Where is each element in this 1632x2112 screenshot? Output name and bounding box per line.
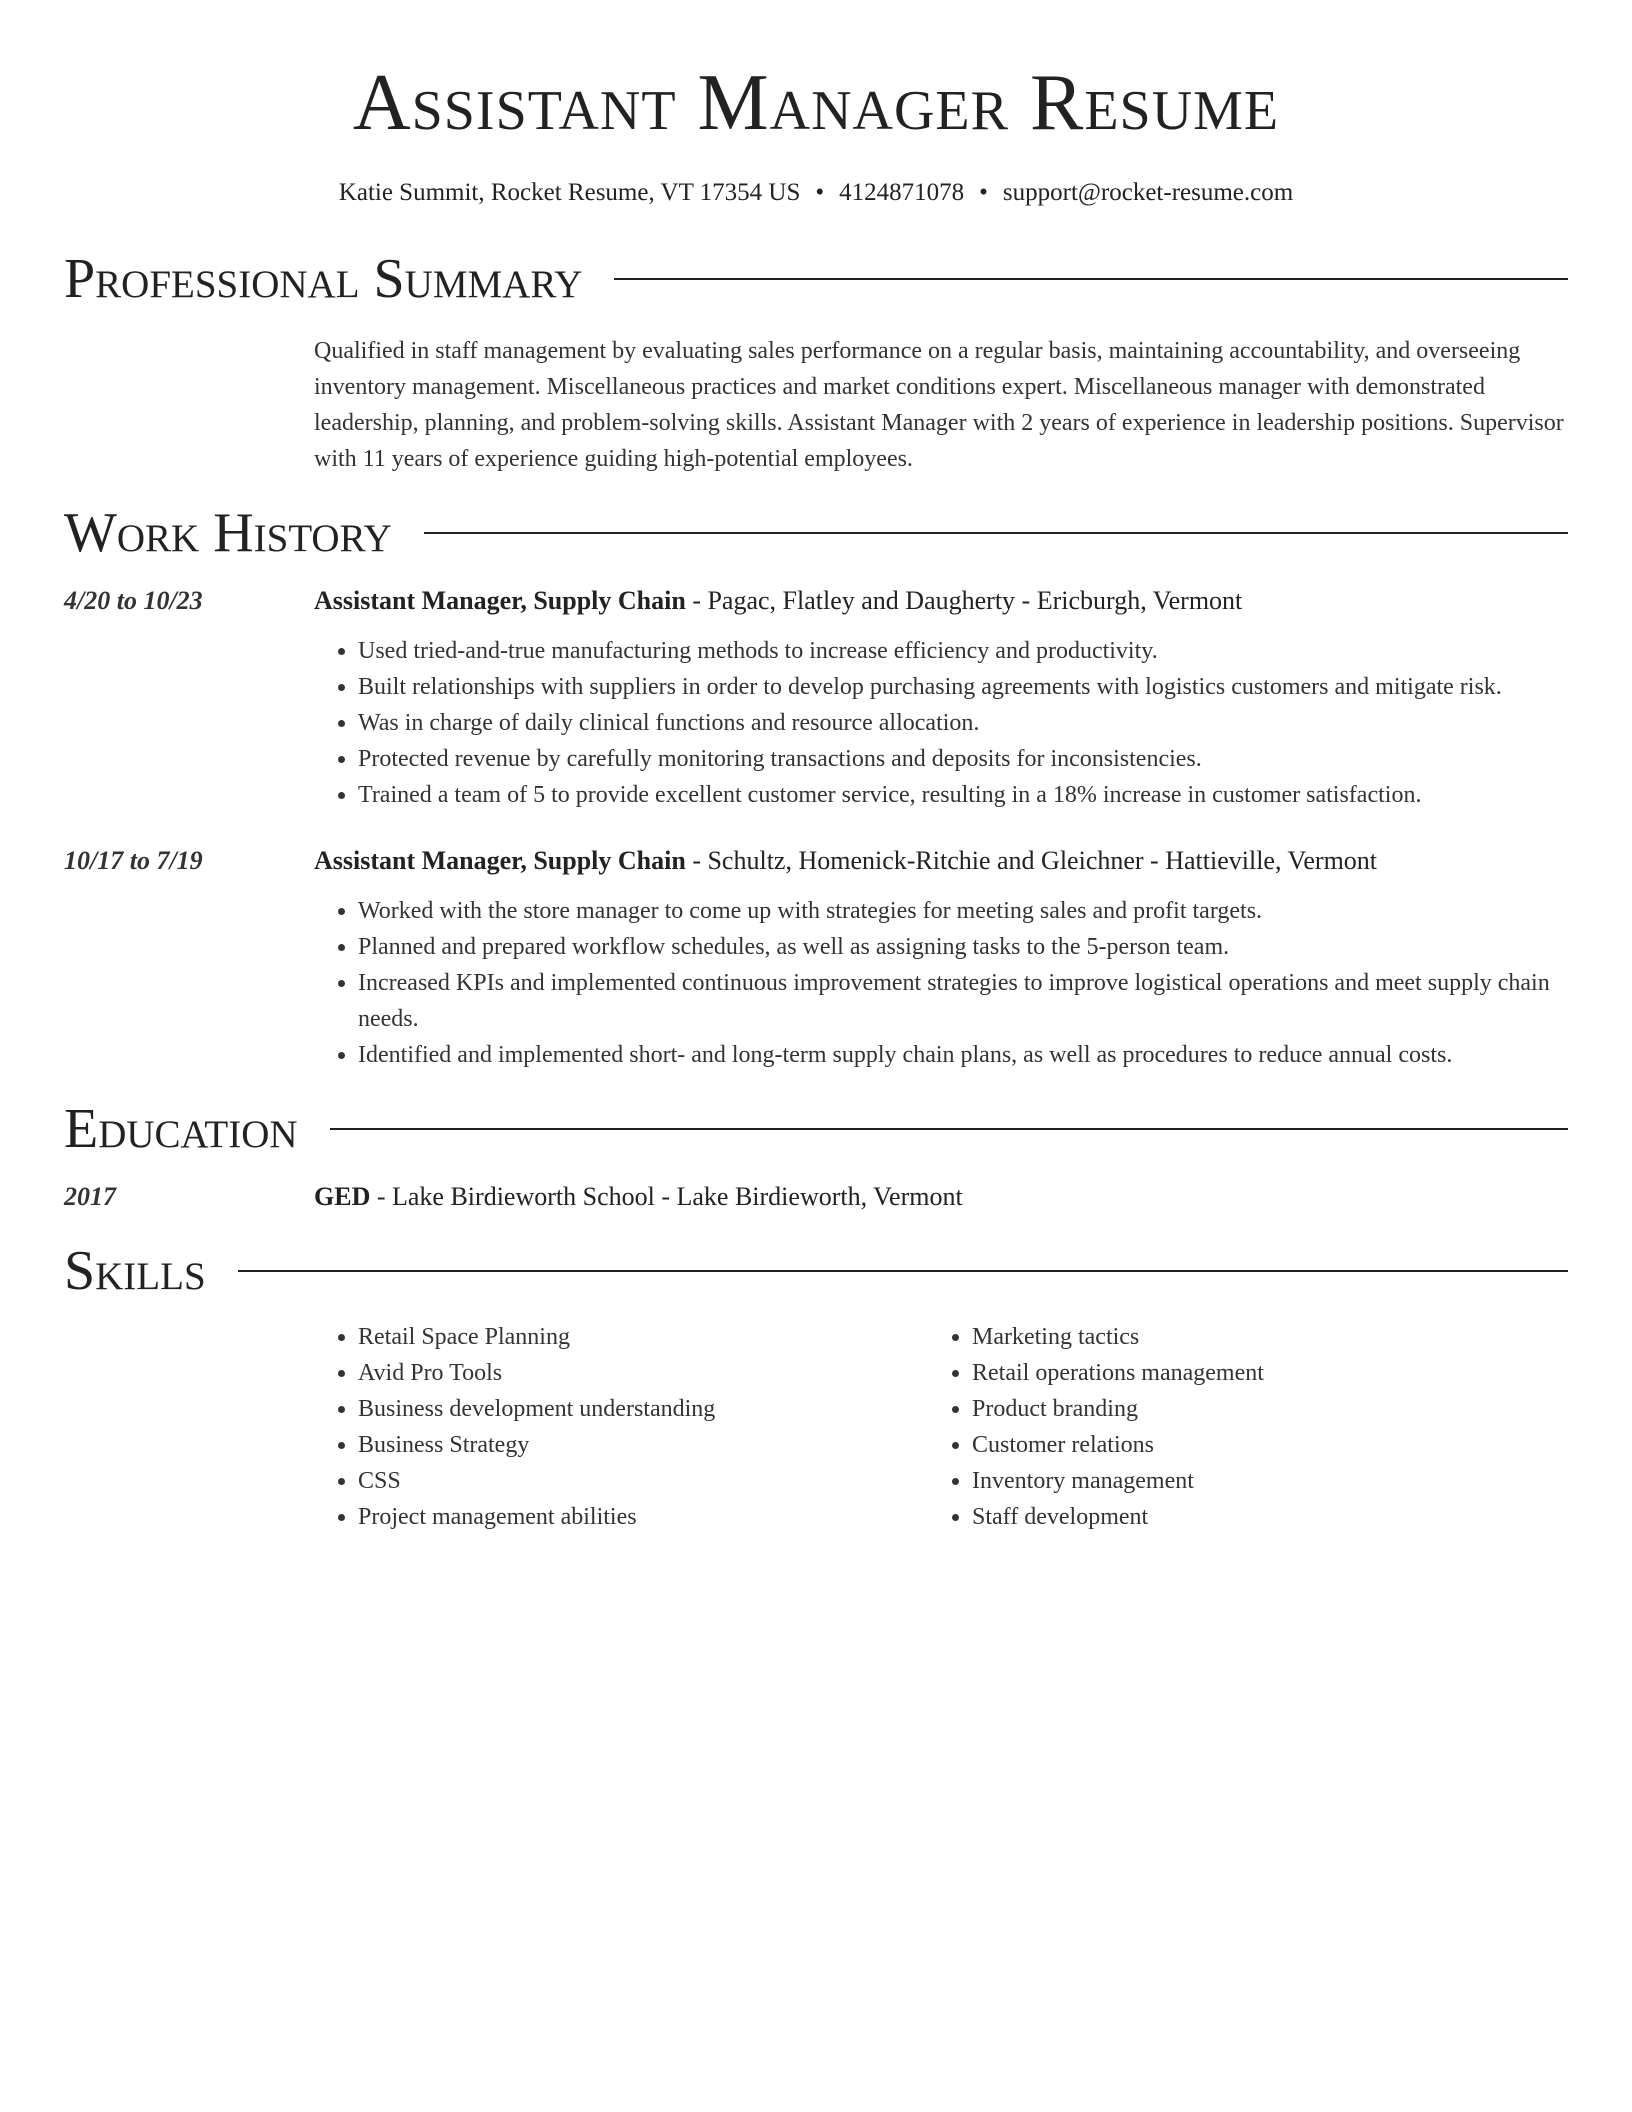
section-divider — [330, 1128, 1568, 1130]
skill-item: • Business Strategy — [358, 1427, 928, 1463]
contact-separator: • — [815, 179, 825, 206]
summary-heading: Professional Summary — [64, 248, 583, 310]
education-body — [314, 1179, 1568, 1215]
education-degree: GED — [314, 1182, 371, 1211]
section-divider — [238, 1270, 1568, 1272]
job-bullet: • Was in charge of daily clinical functions and resource allocation. — [358, 705, 1568, 741]
job-title: Assistant Manager, Supply Chain — [314, 846, 686, 875]
skill-item: • Retail Space Planning — [358, 1319, 928, 1355]
skill-item: • Retail operations management — [972, 1355, 1542, 1391]
section-divider — [614, 278, 1568, 280]
skill-item: • Inventory management — [972, 1463, 1542, 1499]
skill-item: • CSS — [358, 1463, 928, 1499]
contact-phone: 4124871078 — [839, 179, 965, 206]
job-bullet: • Worked with the store manager to come up with strategies for meeting sales and profit targets. — [358, 893, 1568, 929]
job-bullet: • Protected revenue by carefully monitoring transactions and deposits for inconsistencies. — [358, 741, 1568, 777]
job-entry — [64, 583, 1568, 813]
contact-email: support@rocket-resume.com — [1002, 179, 1294, 206]
job-bullet: • Increased KPIs and implemented continuous improvement strategies to improve logistical operations and meet supply chain needs. — [358, 965, 1568, 1037]
education-heading: Education — [64, 1098, 298, 1160]
skills-left-column — [314, 1319, 928, 1535]
skill-item: • Customer relations — [972, 1427, 1542, 1463]
skill-item: • Business development understanding — [358, 1391, 928, 1427]
job-bullets — [314, 633, 1568, 813]
job-bullet: • Trained a team of 5 to provide excellent customer service, resulting in a 18% increase in customer satisfaction. — [358, 777, 1568, 813]
summary-section-header — [64, 247, 1568, 311]
skill-item: • Staff development — [972, 1499, 1542, 1535]
summary-text: Qualified in staff management by evaluating sales performance on a regular basis, maintaining accountability, and overseeing inventory management. Miscellaneous practices and market conditions expert. Miscellaneous manager with demonstrated leadership, planning, and problem-solving skills. Assistant Manager with 2 years of experience in leadership positions. Supervisor with 11 years of experience guiding high-potential employees. — [314, 338, 1564, 472]
contact-separator: • — [979, 179, 988, 206]
job-title: Assistant Manager, Supply Chain — [314, 586, 686, 615]
skills-columns — [314, 1319, 1568, 1535]
resume-title: Assistant Manager Resume — [352, 59, 1280, 147]
contact-address: Katie Summit, Rocket Resume, VT 17354 US — [338, 179, 801, 206]
job-bullet: • Built relationships with suppliers in order to develop purchasing agreements with logistics customers and mitigate risk. — [358, 669, 1568, 705]
skill-item: • Marketing tactics — [972, 1319, 1542, 1355]
job-body — [314, 843, 1568, 1073]
job-bullets — [314, 893, 1568, 1073]
job-bullet: • Used tried-and-true manufacturing methods to increase efficiency and productivity. — [358, 633, 1568, 669]
job-header — [314, 843, 1568, 879]
job-dates: 4/20 to 10/23 — [64, 586, 203, 615]
job-details: - Pagac, Flatley and Daugherty - Ericburgh, Vermont — [685, 586, 1243, 615]
job-details: - Schultz, Homenick-Ritchie and Gleichner - Hattieville, Vermont — [685, 846, 1378, 875]
skill-item: • Product branding — [972, 1391, 1542, 1427]
contact-line — [64, 177, 1568, 209]
work-heading: Work History — [64, 502, 392, 564]
education-year: 2017 — [64, 1182, 116, 1211]
skill-item: • Project management abilities — [358, 1499, 928, 1535]
skills-right-column — [928, 1319, 1542, 1535]
skill-item: • Avid Pro Tools — [358, 1355, 928, 1391]
job-dates: 10/17 to 7/19 — [64, 846, 203, 875]
education-header — [314, 1179, 1568, 1215]
skills-heading: Skills — [64, 1240, 206, 1302]
education-section-header — [64, 1097, 1568, 1161]
job-bullet: • Identified and implemented short- and long-term supply chain plans, as well as procedures to reduce annual costs. — [358, 1037, 1568, 1073]
job-bullet: • Planned and prepared workflow schedules, as well as assigning tasks to the 5-person team. — [358, 929, 1568, 965]
education-details: - Lake Birdieworth School - Lake Birdieworth, Vermont — [370, 1182, 963, 1211]
work-section-header — [64, 501, 1568, 565]
education-entry — [64, 1179, 1568, 1215]
section-divider — [424, 532, 1568, 534]
job-entry — [64, 843, 1568, 1073]
job-header — [314, 583, 1568, 619]
job-body — [314, 583, 1568, 813]
skills-section-header — [64, 1239, 1568, 1303]
